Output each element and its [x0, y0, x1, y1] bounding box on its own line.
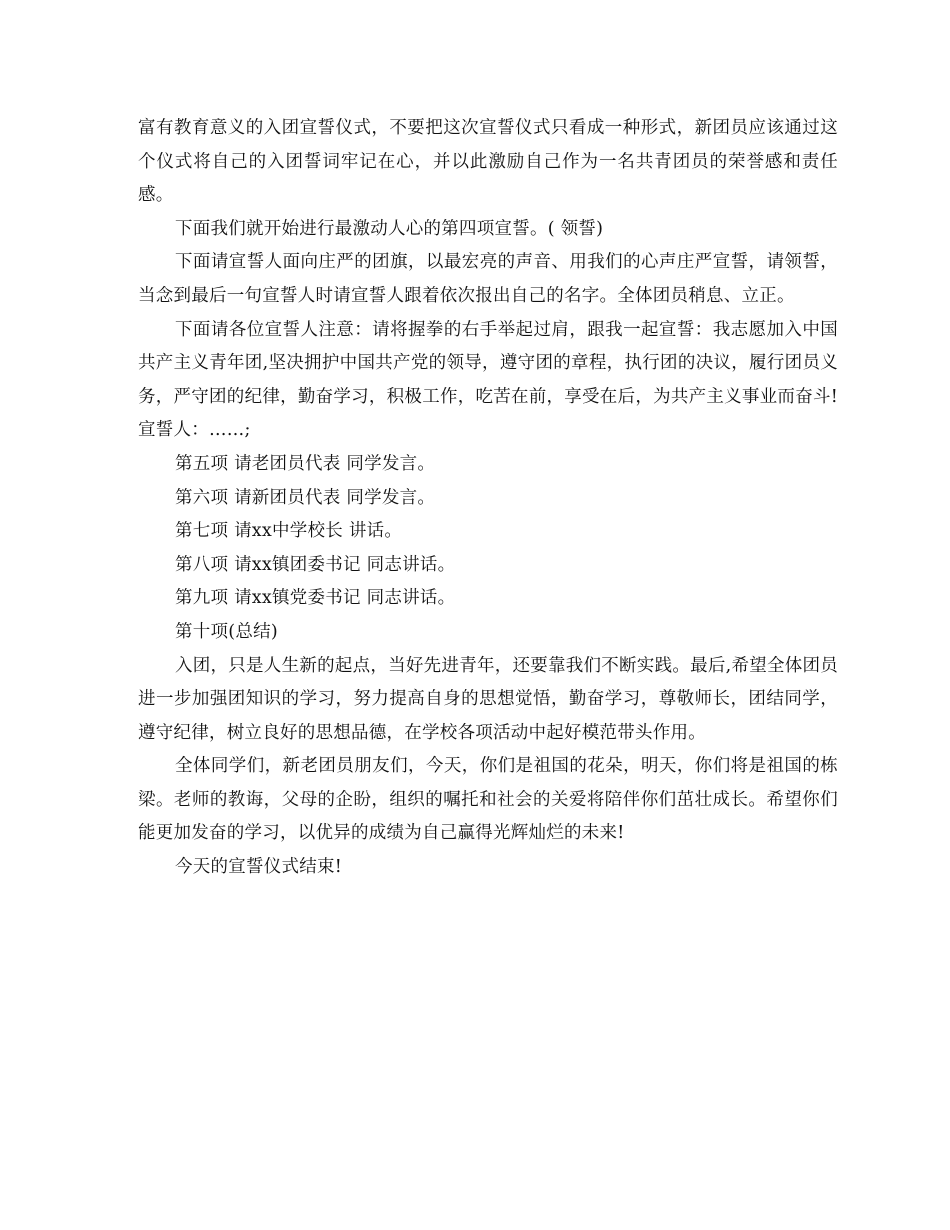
paragraph-ceremony-end: 今天的宣誓仪式结束! — [175, 857, 343, 878]
paragraph-oath-text: 下面请各位宣誓人注意：请将握拳的右手举起过肩，跟我一起宣誓：我志愿加入中国共产主义青年团,坚决拥护中国共产党的领导，遵守团的章程，执行团的决议，履行团员义务，严守团的纪律，勤奋学习，积极工作，吃苦在前，享受在后，为共产主义事业而奋斗!宣誓人：……; — [138, 319, 838, 441]
paragraph-intro-continued: 富有教育意义的入团宣誓仪式，不要把这次宣誓仪式只看成一种形式，新团员应该通过这个仪式将自己的入团誓词牢记在心，并以此激励自己作为一名共青团员的荣誉感和责任感。 — [138, 118, 838, 206]
paragraph-summary: 入团，只是人生新的起点，当好先进青年，还要靠我们不断实践。最后,希望全体团员进一步加强团知识的学习，努力提高自身的思想觉悟，勤奋学习，尊敬师长，团结同学，遵守纪律，树立良好的思想品德，在学校各项活动中起好模范带头作用。 — [138, 655, 838, 743]
document-body — [138, 112, 838, 885]
paragraph-closing-wishes: 全体同学们，新老团员朋友们，今天，你们是祖国的花朵，明天，你们将是祖国的栋梁。老师的教诲，父母的企盼，组织的嘱托和社会的关爱将陪伴你们茁壮成长。希望你们能更加发奋的学习，以优异的成绩为自己赢得光辉灿烂的未来! — [138, 756, 838, 844]
agenda-item-8: 第八项 请xx镇团委书记 同志讲话。 — [175, 554, 456, 575]
agenda-item-9: 第九项 请xx镇党委书记 同志讲话。 — [175, 588, 456, 609]
agenda-item-10: 第十项(总结) — [175, 621, 278, 642]
agenda-item-6: 第六项 请新团员代表 同学发言。 — [175, 487, 436, 508]
paragraph-oath-announcement: 下面我们就开始进行最激动人心的第四项宣誓。( 领誓) — [175, 218, 604, 239]
agenda-item-5: 第五项 请老团员代表 同学发言。 — [175, 453, 436, 474]
agenda-item-7: 第七项 请xx中学校长 讲话。 — [175, 521, 403, 542]
paragraph-oath-instructions: 下面请宣誓人面向庄严的团旗，以最宏亮的声音、用我们的心声庄严宣誓，请领誓，当念到最后一句宣誓人时请宣誓人跟着依次报出自己的名字。全体团员稍息、立正。 — [138, 252, 838, 306]
